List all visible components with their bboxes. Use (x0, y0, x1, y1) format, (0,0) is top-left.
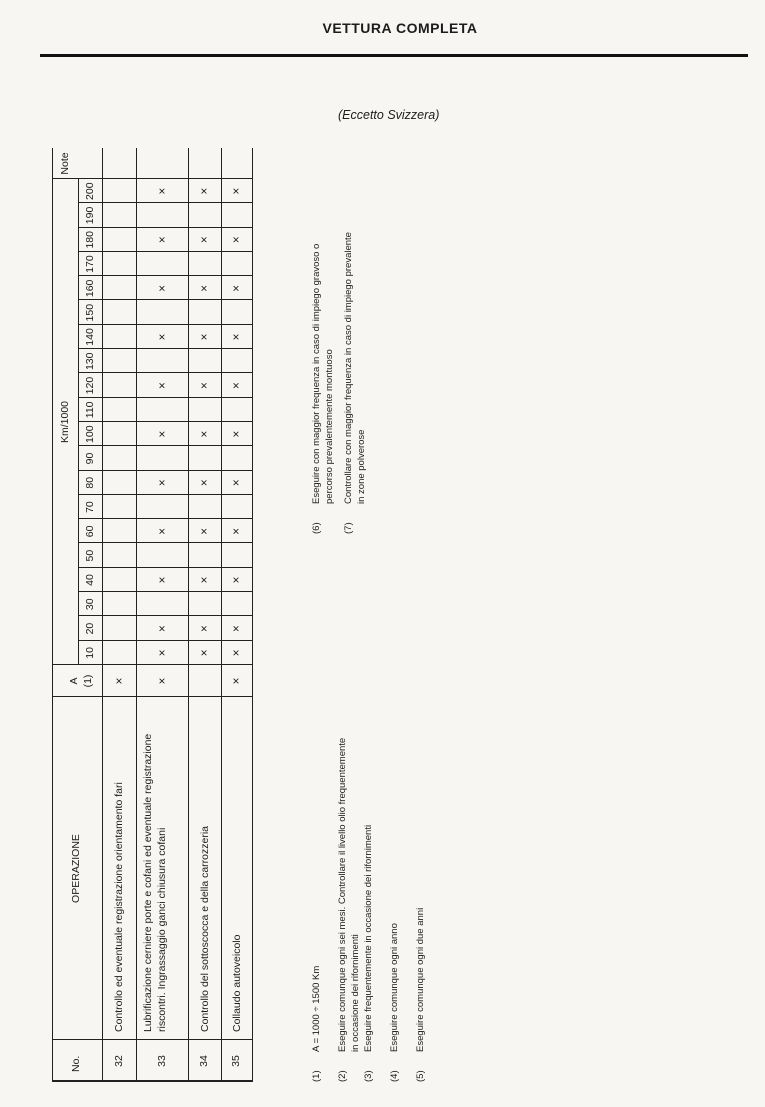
check-mark (188, 398, 221, 422)
check-mark (188, 301, 221, 325)
check-mark (102, 228, 136, 252)
footnote-number: (2) (337, 1070, 348, 1082)
check-mark (136, 301, 188, 325)
km-value: 50 (84, 549, 96, 562)
check-mark: × (229, 527, 243, 535)
check-mark: × (229, 479, 243, 487)
km-value: 150 (84, 303, 96, 322)
check-mark: × (229, 430, 243, 438)
check-mark (188, 203, 221, 227)
km-value: 110 (84, 401, 96, 419)
row-number: 35 (230, 1055, 242, 1067)
page-subtitle: (Eccetto Svizzera) (338, 108, 440, 122)
row-number: 32 (113, 1055, 125, 1067)
footnote-text: A = 1000 ÷ 1500 Km (311, 965, 322, 1052)
check-mark (188, 544, 221, 568)
km-value: 200 (84, 182, 96, 200)
footnotes (302, 142, 442, 1082)
footnote-number: (1) (311, 1070, 322, 1082)
km-value: 180 (84, 231, 96, 249)
check-mark: × (155, 430, 169, 438)
km-value: 130 (84, 352, 96, 371)
footnote-number: (4) (389, 1070, 400, 1082)
check-mark: × (197, 649, 211, 657)
footnote-text: Eseguire comunque ogni sei mesi. Controllare il livello olio frequentemente in occasione dei rifornimenti (337, 737, 361, 1052)
footnote (310, 244, 336, 534)
check-mark (221, 544, 252, 568)
check-mark: × (197, 479, 211, 487)
footnote (414, 908, 427, 1082)
footnote-text: Eseguire comunque ogni anno (389, 923, 400, 1052)
check-mark (136, 495, 188, 519)
footnote-text: Eseguire con maggior frequenza in caso di impiego gravoso o percorso prevalentemente montuoso (311, 243, 335, 504)
check-mark: × (197, 382, 211, 390)
check-mark (102, 398, 136, 422)
km-value: 40 (84, 574, 96, 586)
check-mark (102, 446, 136, 470)
row-number: 34 (198, 1055, 210, 1067)
check-mark: × (229, 187, 243, 195)
check-mark (221, 398, 252, 422)
check-mark: × (197, 625, 211, 633)
check-mark (221, 495, 252, 519)
check-mark: × (155, 576, 169, 584)
footnote (342, 232, 368, 534)
check-mark (221, 301, 252, 325)
check-mark: × (229, 236, 243, 244)
footnote-number: (6) (311, 522, 322, 534)
check-mark (102, 422, 136, 446)
check-mark (221, 592, 252, 616)
check-mark: × (155, 284, 169, 292)
check-mark (102, 544, 136, 568)
col-header-operation: OPERAZIONE (70, 834, 82, 903)
check-mark (102, 495, 136, 519)
check-mark (102, 592, 136, 616)
page-title: VETTURA COMPLETA (322, 20, 478, 36)
check-mark (136, 398, 188, 422)
col-header-a: A (68, 677, 80, 685)
check-mark: × (197, 284, 211, 292)
check-mark (136, 349, 188, 373)
km-value: 100 (84, 425, 96, 443)
check-mark (188, 252, 221, 276)
check-mark (188, 495, 221, 519)
check-mark: × (197, 430, 211, 438)
footnote (362, 825, 375, 1082)
footnote-text: Eseguire frequentemente in occasione dei rifornimenti (363, 824, 374, 1052)
km-value: 190 (84, 206, 96, 225)
operation-text: Collaudo autoveicolo (230, 934, 243, 1032)
km-header: Km/1000 (59, 400, 71, 444)
check-mark (136, 544, 188, 568)
check-mark (102, 179, 136, 203)
km-value: 60 (84, 525, 96, 538)
check-mark (102, 252, 136, 276)
check-mark (136, 446, 188, 470)
check-mark: × (155, 479, 169, 487)
check-mark: × (112, 677, 126, 685)
col-header-note: Note (59, 152, 71, 175)
operation-text: Controllo del sottoscocca e della carrozzeria (198, 825, 211, 1032)
check-mark (102, 616, 136, 640)
table-border-bottom (252, 148, 253, 1082)
col-header-a-note: (1) (82, 674, 94, 688)
km-value: 140 (84, 328, 96, 346)
check-mark: × (155, 649, 169, 657)
check-mark (188, 665, 221, 697)
check-mark: × (229, 649, 243, 657)
footnote (310, 966, 323, 1082)
check-mark (102, 568, 136, 592)
maintenance-table (52, 148, 270, 1082)
check-mark: × (229, 625, 243, 633)
km-value: 10 (84, 647, 96, 659)
footnote-text: Eseguire comunque ogni due anni (415, 907, 426, 1052)
check-mark (136, 203, 188, 227)
header-rule (40, 54, 748, 57)
km-value: 20 (84, 622, 96, 635)
km-value: 170 (84, 255, 96, 273)
check-mark: × (155, 677, 169, 685)
km-value: 80 (84, 476, 96, 489)
check-mark: × (229, 284, 243, 292)
km-value: 70 (84, 501, 96, 513)
check-mark (136, 252, 188, 276)
footnote-text: Controllare con maggior frequenza in caso di impiego prevalente in zone polverose (343, 232, 367, 504)
check-mark (221, 203, 252, 227)
check-mark: × (229, 333, 243, 341)
km-value: 160 (84, 279, 96, 298)
check-mark (102, 301, 136, 325)
check-mark (102, 276, 136, 300)
check-mark: × (155, 625, 169, 633)
row-number: 33 (156, 1055, 168, 1067)
col-header-no: No. (70, 1055, 82, 1072)
footnote-number: (5) (415, 1070, 426, 1082)
check-mark (188, 446, 221, 470)
check-mark (188, 349, 221, 373)
check-mark: × (155, 187, 169, 195)
check-mark: × (197, 527, 211, 535)
check-mark (102, 203, 136, 227)
check-mark (102, 325, 136, 349)
check-mark (221, 252, 252, 276)
check-mark: × (197, 333, 211, 341)
check-mark: × (229, 677, 243, 685)
footnote (388, 923, 401, 1082)
check-mark (102, 349, 136, 373)
check-mark (221, 349, 252, 373)
operation-text: Lubrificazione cerniere porte e cofani ed eventuale registrazione riscontri. Ingrassaggio ganci chiusura cofani (142, 733, 168, 1032)
footnote-number: (3) (363, 1070, 374, 1082)
check-mark: × (229, 576, 243, 584)
check-mark (188, 592, 221, 616)
footnote (336, 738, 362, 1082)
table-border-top (52, 148, 53, 1082)
check-mark: × (229, 382, 243, 390)
km-value: 30 (84, 598, 96, 611)
operation-text: Controllo ed eventuale registrazione orientamento fari (113, 782, 125, 1032)
check-mark (221, 446, 252, 470)
footnote-number: (7) (343, 522, 354, 534)
km-value: 90 (84, 452, 96, 465)
check-mark: × (197, 236, 211, 244)
check-mark: × (155, 333, 169, 341)
check-mark: × (155, 382, 169, 390)
check-mark (136, 592, 188, 616)
check-mark: × (197, 576, 211, 584)
check-mark (102, 519, 136, 543)
check-mark: × (155, 527, 169, 535)
km-value: 120 (84, 376, 96, 395)
check-mark: × (155, 236, 169, 244)
check-mark: × (197, 187, 211, 195)
rotated-content (52, 142, 762, 1082)
check-mark (102, 641, 136, 665)
check-mark (102, 471, 136, 495)
check-mark (102, 373, 136, 397)
